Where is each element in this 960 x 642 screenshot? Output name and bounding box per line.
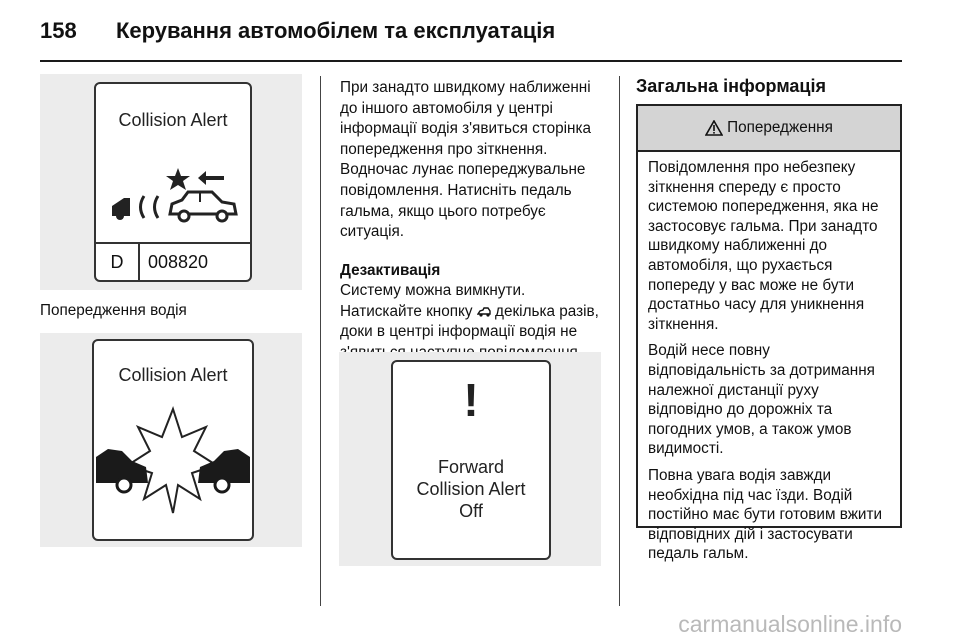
fca-off-line-3: Off [459,501,483,521]
column-divider-right [619,76,620,606]
warning-body [638,152,900,564]
deactivation-text-after-icon: декілька разів, доки в центрі інформації водія не [340,302,599,341]
deactivation-line-1: Систему можна вимкнути. [340,282,526,299]
warning-paragraph: Водій несе повну відповідальність за дотримання належної дистанції руху відповідно до дорожніх та погодних умов, а також умов видимості. [648,342,875,458]
deactivation-text-before-icon: Натискайте кнопку [340,302,473,320]
header-rule [40,60,902,62]
deactivation-heading: Дезактивація [340,262,441,279]
fca-off-display [391,360,551,560]
odometer-reading: 008820 [148,251,209,272]
fca-off-line-2: Collision Alert [416,479,526,499]
fca-off-line-1: Forward [437,457,504,477]
alert-description: При занадто швидкому наближенні до іншого автомобіля у центрі інформації водія з'явиться сторінка попередження про зіткнення. Водночас лунає попереджувальне повідомлення. Натисніть педаль гальма, якщо цього потребує ситуація. [340,79,592,241]
collision-alert-button-icon [477,306,491,318]
warning-header [638,106,900,152]
figure-caption: Попередження водія [40,302,187,319]
fca-off-figure [339,352,601,566]
watermark: carmanualsonline.info [678,611,902,637]
display-title-2: Collision Alert [118,365,228,385]
warning-paragraph: Повідомлення про небезпеку зіткнення спереду є просто системою попередження, яка не застосовує гальма. При занадто швидкому наближенні до автомобіля, що рухається попереду у вас може не бути достатньо часу для уникнення зіткнення. [648,159,879,333]
warning-title: Попередження [727,119,833,136]
general-info-heading: Загальна інформація [636,76,826,96]
warning-triangle-icon [705,120,723,136]
collision-alert-display-2 [92,339,254,541]
collision-alert-figure-1 [40,74,302,290]
exclamation-icon: ! [463,374,479,426]
page-title: Керування автомобілем та експлуатація [116,18,556,43]
column-divider-left [320,76,321,606]
collision-alert-display [94,82,252,282]
page-number: 158 [40,18,77,43]
collision-impact-icon [94,391,252,531]
warning-box [636,104,902,563]
display-title: Collision Alert [118,110,228,130]
gear-indicator: D [96,244,140,280]
collision-alert-figure-2 [40,333,302,547]
collision-approach-icon [104,156,244,226]
warning-paragraph: Повна увага водія завжди необхідна під час їзди. Водій постійно має бути готовим вжити відповідних дій і застосувати педаль гальм. [648,466,883,563]
